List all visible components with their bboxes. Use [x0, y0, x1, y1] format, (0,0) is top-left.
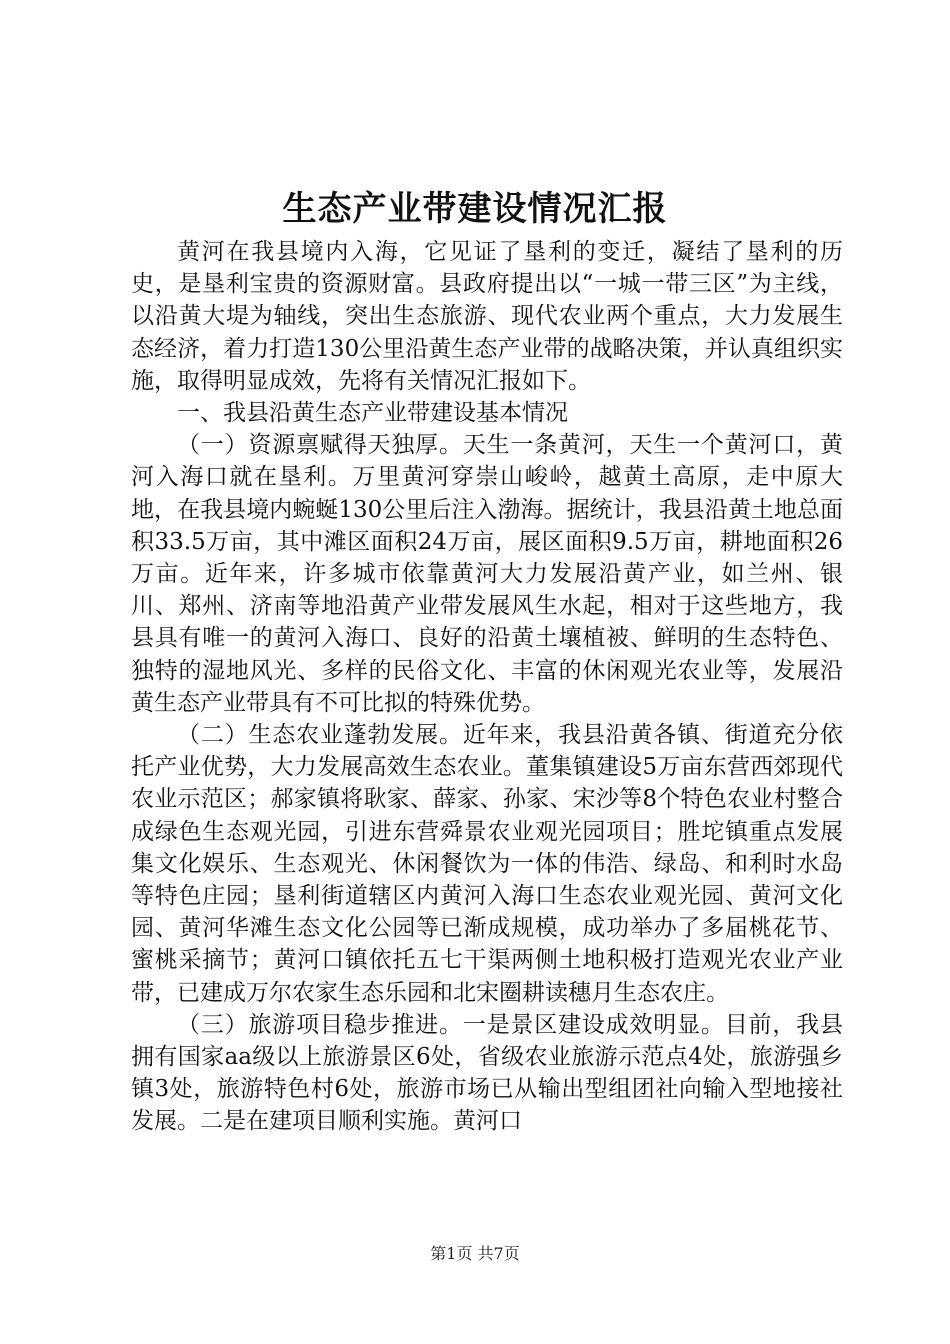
document-title: 生态产业带建设情况汇报: [282, 189, 668, 229]
intro-paragraph: 黄河在我县境内入海，它见证了垦利的变迁，凝结了垦利的历史，是垦利宝贵的资源财富。县政府提出以“一城一带三区”为主线，以沿黄大堤为轴线，突出生态旅游、现代农业两个重点，大力发展生态经济，着力打造130公里沿黄生态产业带的战略决策，并认真组织实施，取得明显成效，先将有关情况汇报如下。: [131, 239, 843, 394]
page-number-footer: 第1页 共7页: [430, 1244, 520, 1263]
document-body: [131, 236, 843, 1138]
paragraph-agriculture: （二）生态农业蓬勃发展。近年来，我县沿黄各镇、街道充分依托产业优势，大力发展高效生态农业。董集镇建设5万亩东营西郊现代农业示范区；郝家镇将耿家、薛家、孙家、宋沙等8个特色农业村整合成绿色生态观光园，引进东营舜景农业观光园项目；胜坨镇重点发展集文化娱乐、生态观光、休闲餐饮为一体的伟浩、绿岛、和利时水岛等特色庄园；垦利街道辖区内黄河入海口生态农业观光园、黄河文化园、黄河华滩生态文化公园等已渐成规模，成功举办了多届桃花节、蜜桃采摘节；黄河口镇依托五七干渠两侧土地积极打造观光农业产业带，已建成万尔农家生态乐园和北宋圈耕读穗月生态农庄。: [131, 722, 843, 1006]
section-heading: 一、我县沿黄生态产业带建设基本情况: [177, 400, 568, 427]
paragraph-resources: （一）资源禀赋得天独厚。天生一条黄河，天生一个黄河口，黄河入海口就在垦利。万里黄河穿崇山峻岭，越黄土高原，走中原大地，在我县境内蜿蜒130公里后注入渤海。据统计，我县沿黄土地总面积33.5万亩，其中滩区面积24万亩，展区面积9.5万亩，耕地面积26万亩。近年来，许多城市依靠黄河大力发展沿黄产业，如兰州、银川、郑州、济南等地沿黄产业带发展风生水起，相对于这些地方，我县具有唯一的黄河入海口、良好的沿黄土壤植被、鲜明的生态特色、独特的湿地风光、多样的民俗文化、丰富的休闲观光农业等，发展沿黄生态产业带具有不可比拟的特殊优势。: [131, 432, 843, 716]
paragraph-tourism: （三）旅游项目稳步推进。一是景区建设成效明显。目前，我县拥有国家aa级以上旅游景区6处，省级农业旅游示范点4处，旅游强乡镇3处，旅游特色村6处，旅游市场已从输出型组团社向输入型地接社发展。二是在建项目顺利实施。黄河口: [131, 1011, 843, 1135]
